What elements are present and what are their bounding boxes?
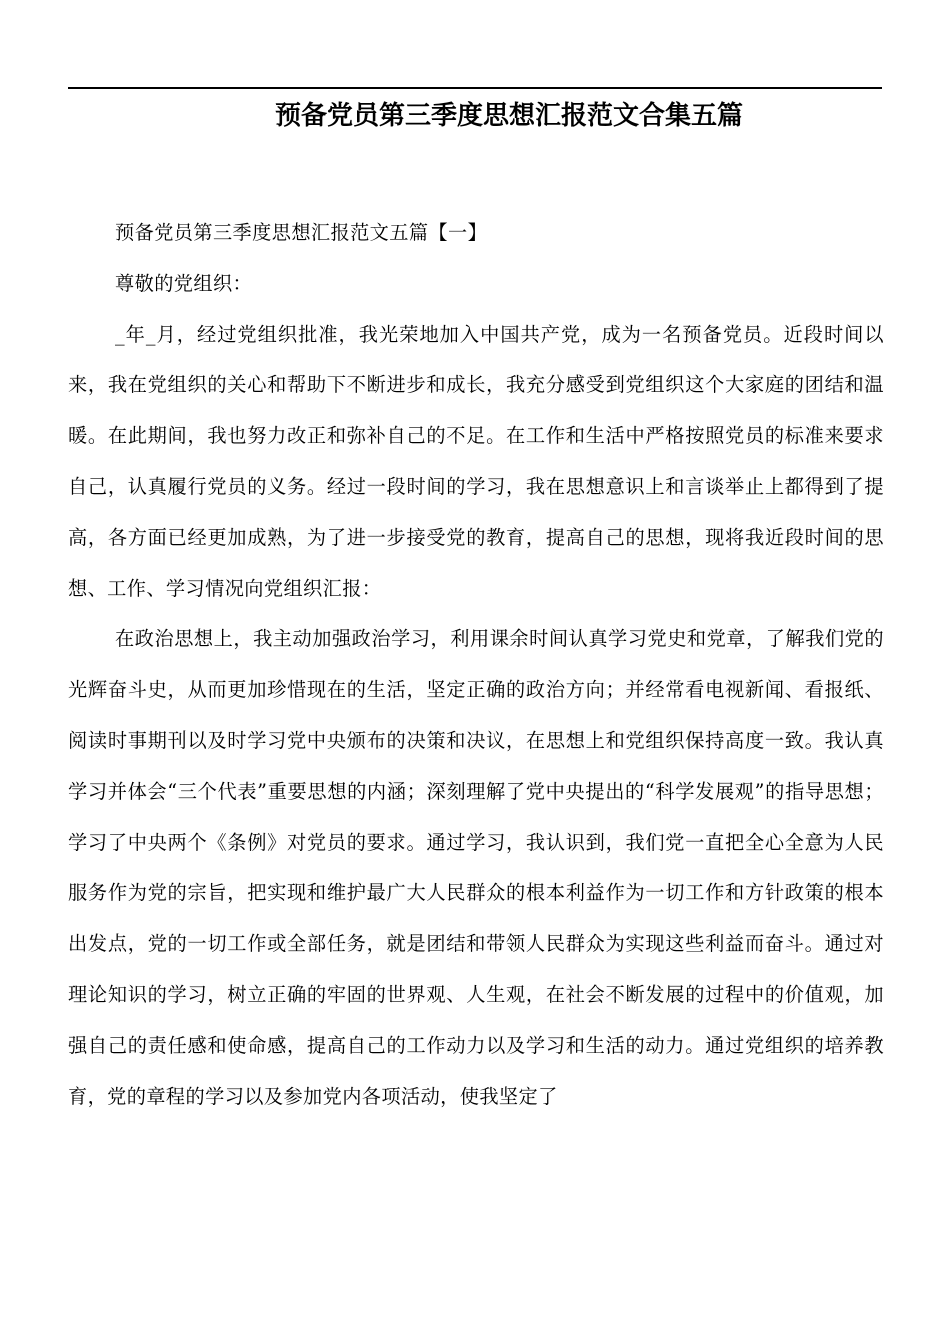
document-body bbox=[68, 208, 884, 1122]
salutation: 尊敬的党组织： bbox=[115, 271, 253, 295]
header-rule bbox=[68, 87, 882, 89]
paragraph-intro: _年_月，经过党组织批准，我光荣地加入中国共产党，成为一名预备党员。近段时间以来，我在党组织的关心和帮助下不断进步和成长，我充分感受到党组织这个大家庭的团结和温暖。在此期间，我也努力改正和弥补自己的不足。在工作和生活中严格按照党员的标准来要求自己，认真履行党员的义务。经过一段时间的学习，我在思想意识上和言谈举止上都得到了提高，各方面已经更加成熟，为了进一步接受党的教育，提高自己的思想，现将我近段时间的思想、工作、学习情况向党组织汇报： bbox=[68, 322, 884, 600]
document-title: 预备党员第三季度思想汇报范文合集五篇 bbox=[274, 101, 743, 131]
section-heading: 预备党员第三季度思想汇报范文五篇【一】 bbox=[115, 221, 488, 244]
paragraph-politics: 在政治思想上，我主动加强政治学习，利用课余时间认真学习党史和党章，了解我们党的光辉奋斗史，从而更加珍惜现在的生活，坚定正确的政治方向；并经常看电视新闻、看报纸、阅读时事期刊以及时学习党中央颁布的决策和决议，在思想上和党组织保持高度一致。我认真学习并体会“三个代表”重要思想的内涵；深刻理解了党中央提出的“科学发展观”的指导思想；学习了中央两个《条例》对党员的要求。通过学习，我认识到，我们党一直把全心全意为人民服务作为党的宗旨，把实现和维护最广大人民群众的根本利益作为一切工作和方针政策的根本出发点，党的一切工作或全部任务，就是团结和带领人民群众为实现这些利益而奋斗。通过对理论知识的学习，树立正确的牢固的世界观、人生观，在社会不断发展的过程中的价值观，加强自己的责任感和使命感，提高自己的工作动力以及学习和生活的动力。通过党组织的培养教育，党的章程的学习以及参加党内各项活动，使我坚定了 bbox=[68, 627, 884, 1108]
